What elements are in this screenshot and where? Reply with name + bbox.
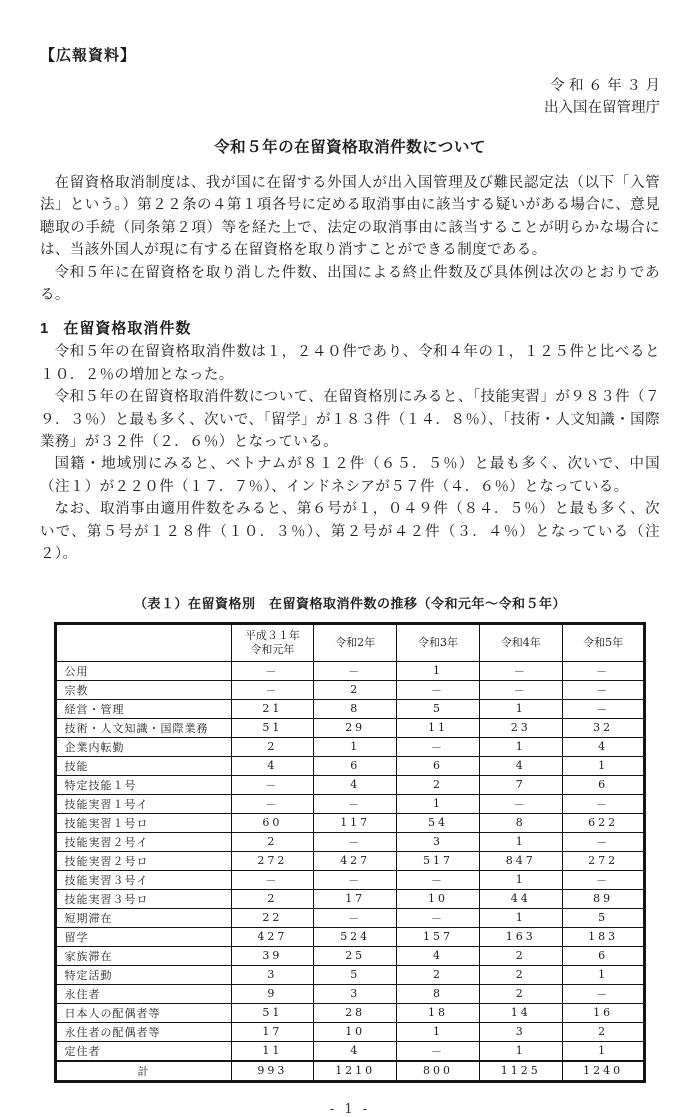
count-cell: 1125 <box>479 1061 562 1082</box>
count-cell: － <box>231 680 314 699</box>
count-cell: － <box>562 984 645 1003</box>
cancellation-count-table <box>54 622 647 1083</box>
count-cell: － <box>314 908 397 927</box>
count-cell: 183 <box>562 927 645 946</box>
count-cell: － <box>231 870 314 889</box>
count-cell: 272 <box>562 851 645 870</box>
count-cell: 4 <box>562 737 645 756</box>
count-cell: － <box>397 1041 480 1061</box>
status-of-residence-label: 技能実習２号ロ <box>55 851 231 870</box>
count-cell: 60 <box>231 813 314 832</box>
count-cell: 524 <box>314 927 397 946</box>
table-total-row <box>55 1061 645 1082</box>
year-column-header: 令和2年 <box>314 623 397 661</box>
table-row <box>55 737 645 756</box>
status-of-residence-label: 技術・人文知識・国際業務 <box>55 718 231 737</box>
count-cell: 22 <box>231 908 314 927</box>
status-of-residence-label: 特定技能１号 <box>55 775 231 794</box>
table-caption: （表１）在留資格別 在留資格取消件数の推移（令和元年～令和５年） <box>133 595 566 611</box>
status-of-residence-label: 公用 <box>55 661 231 680</box>
year-column-header: 令和5年 <box>562 623 645 661</box>
status-of-residence-label: 永住者の配偶者等 <box>55 1022 231 1041</box>
count-cell: 5 <box>314 965 397 984</box>
count-cell: 54 <box>397 813 480 832</box>
count-cell: － <box>562 794 645 813</box>
count-cell: 7 <box>479 775 562 794</box>
count-cell: － <box>562 870 645 889</box>
status-of-residence-label: 技能実習１号イ <box>55 794 231 813</box>
agency-name: 出入国在留管理庁 <box>544 100 660 116</box>
status-of-residence-label: 永住者 <box>55 984 231 1003</box>
count-cell: 1 <box>479 737 562 756</box>
count-cell: 157 <box>397 927 480 946</box>
status-of-residence-label: 宗教 <box>55 680 231 699</box>
count-cell: 1 <box>314 737 397 756</box>
table-row <box>55 813 645 832</box>
count-cell: 1 <box>397 794 480 813</box>
count-cell: 14 <box>479 1003 562 1022</box>
table-row <box>55 908 645 927</box>
status-of-residence-label: 特定活動 <box>55 965 231 984</box>
table-row <box>55 1041 645 1061</box>
count-cell: 23 <box>479 718 562 737</box>
count-cell: 427 <box>314 851 397 870</box>
page-title: 令和５年の在留資格取消件数について <box>214 139 486 156</box>
count-cell: 11 <box>231 1041 314 1061</box>
count-cell: 3 <box>231 965 314 984</box>
count-cell: － <box>562 699 645 718</box>
count-cell: 5 <box>562 908 645 927</box>
count-cell: － <box>562 661 645 680</box>
count-cell: － <box>314 870 397 889</box>
count-cell: 6 <box>562 946 645 965</box>
status-of-residence-label: 技能実習２号イ <box>55 832 231 851</box>
count-cell: 29 <box>314 718 397 737</box>
year-column-header: 令和4年 <box>479 623 562 661</box>
count-cell: 2 <box>397 965 480 984</box>
count-cell: 51 <box>231 1003 314 1022</box>
count-cell: 4 <box>314 1041 397 1061</box>
count-cell: 622 <box>562 813 645 832</box>
count-cell: － <box>397 680 480 699</box>
count-cell: 1 <box>397 1022 480 1041</box>
count-cell: 6 <box>314 756 397 775</box>
status-of-residence-label: 短期滞在 <box>55 908 231 927</box>
count-cell: 517 <box>397 851 480 870</box>
count-cell: 51 <box>231 718 314 737</box>
count-cell: 993 <box>231 1061 314 1082</box>
count-cell: 2 <box>479 946 562 965</box>
count-cell: － <box>314 832 397 851</box>
table-row <box>55 775 645 794</box>
table-row <box>55 756 645 775</box>
count-cell: 18 <box>397 1003 480 1022</box>
table-row <box>55 794 645 813</box>
count-cell: 2 <box>314 680 397 699</box>
count-cell: 117 <box>314 813 397 832</box>
count-cell: 3 <box>397 832 480 851</box>
count-cell: － <box>479 794 562 813</box>
status-of-residence-label: 技能実習１号ロ <box>55 813 231 832</box>
count-cell: 163 <box>479 927 562 946</box>
table-row <box>55 870 645 889</box>
count-cell: 847 <box>479 851 562 870</box>
count-cell: 3 <box>479 1022 562 1041</box>
count-cell: 2 <box>562 1022 645 1041</box>
table-row <box>55 832 645 851</box>
count-cell: 2 <box>479 965 562 984</box>
count-cell: － <box>479 661 562 680</box>
doc-tag: 【広報資料】 <box>40 47 137 64</box>
count-cell: 1 <box>479 699 562 718</box>
count-cell: － <box>397 870 480 889</box>
count-cell: 2 <box>231 737 314 756</box>
count-cell: 2 <box>231 889 314 908</box>
intro-paragraph: 令和５年に在留資格を取り消した件数、出国による終止件数及び具体例は次のとおりである。 <box>40 264 660 304</box>
date-block <box>40 75 660 119</box>
section1-paragraph: なお、取消事由適用件数をみると、第６号が１，０４９件（８４．５％）と最も多く、次いで、第５号が１２８件（１０．３％）、第２号が４２件（３．４％）となっている（注２）。 <box>40 501 660 563</box>
count-cell: 8 <box>314 699 397 718</box>
section1-heading <box>40 317 660 338</box>
count-cell: － <box>231 775 314 794</box>
count-cell: － <box>314 661 397 680</box>
section1-title: 在留資格取消件数 <box>63 320 192 338</box>
status-of-residence-label: 技能 <box>55 756 231 775</box>
count-cell: 21 <box>231 699 314 718</box>
count-cell: 89 <box>562 889 645 908</box>
count-cell: 1 <box>479 870 562 889</box>
status-of-residence-label: 家族滞在 <box>55 946 231 965</box>
doc-date: 令 和 ６ 年 ３ 月 <box>549 78 660 94</box>
status-of-residence-label: 技能実習３号イ <box>55 870 231 889</box>
count-cell: 6 <box>397 756 480 775</box>
count-cell: 1 <box>479 832 562 851</box>
count-cell: 16 <box>562 1003 645 1022</box>
table-row <box>55 680 645 699</box>
year-column-header: 令和3年 <box>397 623 480 661</box>
page-number: - 1 - <box>329 1101 371 1117</box>
intro-paragraph: 在留資格取消制度は、我が国に在留する外国人が出入国管理及び難民認定法（以下「入管法」という。）第２２条の４第１項各号に定める取消事由に該当する疑いがある場合に、意見聴取の手続（同条第２項）等を経た上で、法定の取消事由に該当することが明らかな場合には、当該外国人が現に有する在留資格を取り消すことができる制度である。 <box>40 175 660 259</box>
count-cell: 1210 <box>314 1061 397 1082</box>
count-cell: 800 <box>397 1061 480 1082</box>
total-label: 計 <box>55 1061 231 1082</box>
status-of-residence-label: 技能実習３号ロ <box>55 889 231 908</box>
count-cell: 1 <box>479 1041 562 1061</box>
count-cell: 25 <box>314 946 397 965</box>
count-cell: － <box>314 794 397 813</box>
count-cell: 11 <box>397 718 480 737</box>
count-cell: － <box>231 794 314 813</box>
section1-paragraphs <box>40 341 660 565</box>
table-row <box>55 927 645 946</box>
section1-number: 1 <box>40 320 50 338</box>
count-cell: － <box>562 680 645 699</box>
count-cell: 2 <box>479 984 562 1003</box>
table-row <box>55 984 645 1003</box>
count-cell: 4 <box>479 756 562 775</box>
status-of-residence-label: 企業内転勤 <box>55 737 231 756</box>
table-row <box>55 718 645 737</box>
count-cell: 10 <box>314 1022 397 1041</box>
table-row <box>55 946 645 965</box>
count-cell: 32 <box>562 718 645 737</box>
count-cell: 1 <box>562 756 645 775</box>
count-cell: 17 <box>314 889 397 908</box>
count-cell: 17 <box>231 1022 314 1041</box>
table-row <box>55 1022 645 1041</box>
table-row <box>55 1003 645 1022</box>
table-header-row <box>55 623 645 661</box>
table-row <box>55 851 645 870</box>
section1-paragraph: 令和５年の在留資格取消件数について、在留資格別にみると、「技能実習」が９８３件（７９．３％）と最も多く、次いで、「留学」が１８３件（１４．８％）、「技術・人文知識・国際業務」が３２件（２．６％）となっている。 <box>40 389 660 451</box>
count-cell: － <box>562 832 645 851</box>
count-cell: 8 <box>479 813 562 832</box>
table-row <box>55 699 645 718</box>
table-row <box>55 889 645 908</box>
count-cell: 427 <box>231 927 314 946</box>
count-cell: 28 <box>314 1003 397 1022</box>
count-cell: 10 <box>397 889 480 908</box>
count-cell: 6 <box>562 775 645 794</box>
count-cell: 1240 <box>562 1061 645 1082</box>
count-cell: 5 <box>397 699 480 718</box>
table-row <box>55 661 645 680</box>
count-cell: 2 <box>397 775 480 794</box>
table-row <box>55 965 645 984</box>
count-cell: 2 <box>231 832 314 851</box>
section1-paragraph: 令和５年の在留資格取消件数は１，２４０件であり、令和４年の１，１２５件と比べると１０．２％の増加となった。 <box>40 344 660 383</box>
status-of-residence-label: 日本人の配偶者等 <box>55 1003 231 1022</box>
year-column-header: 平成３１年 令和元年 <box>231 623 314 661</box>
count-cell: 1 <box>479 908 562 927</box>
intro-paragraphs <box>40 172 660 306</box>
count-cell: 1 <box>397 661 480 680</box>
status-of-residence-label: 定住者 <box>55 1041 231 1061</box>
count-cell: － <box>231 661 314 680</box>
count-cell: 1 <box>562 1041 645 1061</box>
count-cell: － <box>397 908 480 927</box>
count-cell: 39 <box>231 946 314 965</box>
count-cell: 9 <box>231 984 314 1003</box>
section1-paragraph: 国籍・地域別にみると、ベトナムが８１２件（６５．５％）と最も多く、次いで、中国（注１）が２２０件（１７．７％）、インドネシアが５７件（４．６％）となっている。 <box>40 456 660 495</box>
count-cell: － <box>397 737 480 756</box>
status-of-residence-label: 留学 <box>55 927 231 946</box>
count-cell: 8 <box>397 984 480 1003</box>
count-cell: 1 <box>562 965 645 984</box>
count-cell: 44 <box>479 889 562 908</box>
count-cell: 4 <box>231 756 314 775</box>
count-cell: 4 <box>397 946 480 965</box>
count-cell: － <box>479 680 562 699</box>
table-corner-cell <box>55 623 231 661</box>
count-cell: 3 <box>314 984 397 1003</box>
status-of-residence-label: 経営・管理 <box>55 699 231 718</box>
count-cell: 4 <box>314 775 397 794</box>
count-cell: 272 <box>231 851 314 870</box>
